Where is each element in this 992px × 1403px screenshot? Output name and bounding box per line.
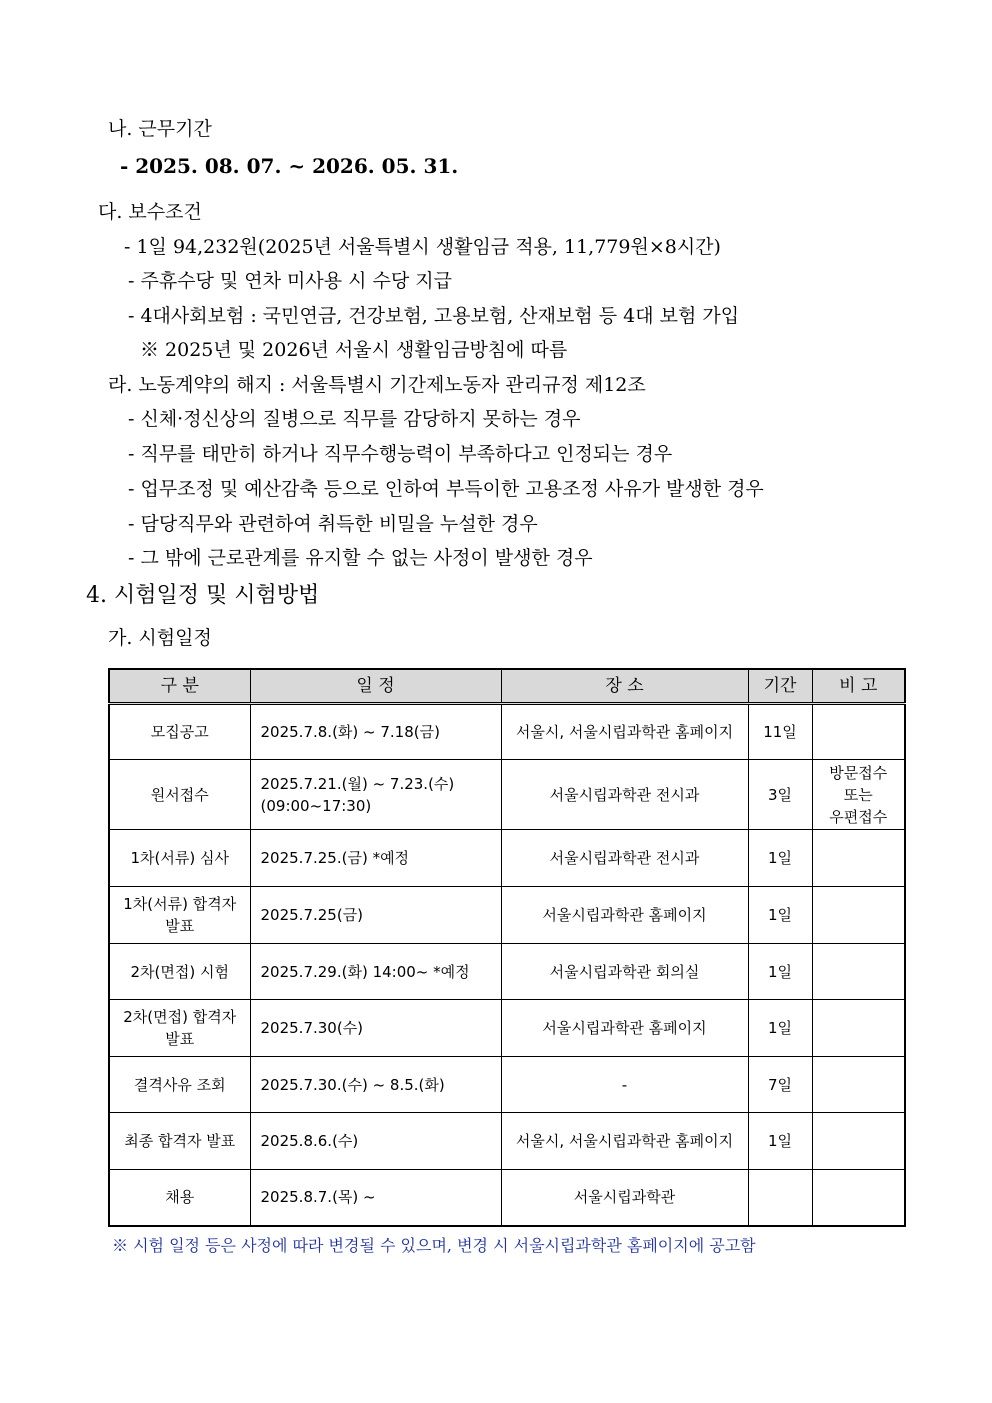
- section-4-subtitle: 가. 시험일정: [108, 627, 212, 649]
- table-row: [109, 944, 905, 1000]
- pay-item-1: - 1일 94,232원(2025년 서울특별시 생활임금 적용, 11,779원×8시간): [124, 236, 721, 258]
- table-row: [109, 704, 905, 760]
- cell-date: 2025.7.30(수): [250, 1000, 501, 1057]
- cell-category: 2차(면접) 합격자 발표: [109, 1000, 250, 1057]
- section-ra-title: 라. 노동계약의 해지 : 서울특별시 기간제노동자 관리규정 제12조: [108, 374, 646, 396]
- table-row: [109, 760, 905, 830]
- section-na-title: 나. 근무기간: [108, 118, 212, 140]
- cell-remark: [812, 1000, 905, 1057]
- header-duration: 기간: [748, 669, 812, 704]
- cell-duration: 1일: [748, 1000, 812, 1057]
- cell-category: 채용: [109, 1170, 250, 1226]
- header-place: 장 소: [501, 669, 748, 704]
- cell-remark: [812, 704, 905, 760]
- cell-place: 서울시, 서울시립과학관 홈페이지: [501, 704, 748, 760]
- cell-remark: [812, 1170, 905, 1226]
- termination-item-1: - 신체·정신상의 질병으로 직무를 감당하지 못하는 경우: [128, 408, 581, 430]
- header-date: 일 정: [250, 669, 501, 704]
- cell-remark: [812, 887, 905, 944]
- termination-item-5: - 그 밖에 근로관계를 유지할 수 없는 사정이 발생한 경우: [128, 547, 593, 569]
- cell-duration: 1일: [748, 830, 812, 887]
- work-period: - 2025. 08. 07. ~ 2026. 05. 31.: [120, 154, 459, 178]
- pay-item-3: - 4대사회보험 : 국민연금, 건강보험, 고용보험, 산재보험 등 4대 보험 가입: [128, 305, 740, 327]
- header-remark: 비 고: [812, 669, 905, 704]
- cell-place: 서울시립과학관 회의실: [501, 944, 748, 1000]
- cell-place: 서울시립과학관 전시과: [501, 830, 748, 887]
- cell-category: 결격사유 조회: [109, 1057, 250, 1113]
- cell-date: 2025.8.7.(목) ~: [250, 1170, 501, 1226]
- termination-item-4: - 담당직무와 관련하여 취득한 비밀을 누설한 경우: [128, 513, 538, 535]
- table-row: [109, 1170, 905, 1226]
- cell-remark: [812, 830, 905, 887]
- cell-place: 서울시립과학관: [501, 1170, 748, 1226]
- cell-duration: 1일: [748, 887, 812, 944]
- cell-category: 1차(서류) 심사: [109, 830, 250, 887]
- cell-date: 2025.7.25.(금) *예정: [250, 830, 501, 887]
- pay-note: ※ 2025년 및 2026년 서울시 생활임금방침에 따름: [140, 339, 568, 361]
- termination-item-2: - 직무를 태만히 하거나 직무수행능력이 부족하다고 인정되는 경우: [128, 443, 673, 465]
- cell-duration: 11일: [748, 704, 812, 760]
- cell-date: 2025.7.29.(화) 14:00~ *예정: [250, 944, 501, 1000]
- schedule-footnote: ※ 시험 일정 등은 사정에 따라 변경될 수 있으며, 변경 시 서울시립과학관 홈페이지에 공고함: [112, 1236, 756, 1255]
- table-row: [109, 830, 905, 887]
- header-category: 구 분: [109, 669, 250, 704]
- schedule-header-row: [109, 669, 905, 704]
- section-da-title: 다. 보수조건: [98, 201, 202, 223]
- cell-date: 2025.7.30.(수) ~ 8.5.(화): [250, 1057, 501, 1113]
- table-row: [109, 1113, 905, 1170]
- pay-item-2: - 주휴수당 및 연차 미사용 시 수당 지급: [128, 270, 453, 292]
- cell-category: 2차(면접) 시험: [109, 944, 250, 1000]
- cell-place: -: [501, 1057, 748, 1113]
- cell-duration: [748, 1170, 812, 1226]
- cell-date: 2025.7.8.(화) ~ 7.18(금): [250, 704, 501, 760]
- cell-remark: 방문접수 또는 우편접수: [812, 760, 905, 830]
- table-row: [109, 1000, 905, 1057]
- cell-remark: [812, 944, 905, 1000]
- cell-remark: [812, 1057, 905, 1113]
- table-row: [109, 1057, 905, 1113]
- schedule-table: [108, 668, 906, 1227]
- cell-place: 서울시립과학관 홈페이지: [501, 887, 748, 944]
- cell-category: 모집공고: [109, 704, 250, 760]
- cell-date: 2025.8.6.(수): [250, 1113, 501, 1170]
- cell-place: 서울시립과학관 전시과: [501, 760, 748, 830]
- termination-item-3: - 업무조정 및 예산감축 등으로 인하여 부득이한 고용조정 사유가 발생한 경우: [128, 478, 764, 500]
- cell-place: 서울시, 서울시립과학관 홈페이지: [501, 1113, 748, 1170]
- table-row: [109, 887, 905, 944]
- cell-duration: 3일: [748, 760, 812, 830]
- section-4-title: 4. 시험일정 및 시험방법: [86, 583, 320, 608]
- cell-remark: [812, 1113, 905, 1170]
- cell-duration: 1일: [748, 1113, 812, 1170]
- cell-category: 최종 합격자 발표: [109, 1113, 250, 1170]
- cell-date: 2025.7.21.(월) ~ 7.23.(수) (09:00~17:30): [250, 760, 501, 830]
- cell-category: 원서접수: [109, 760, 250, 830]
- cell-category: 1차(서류) 합격자 발표: [109, 887, 250, 944]
- cell-place: 서울시립과학관 홈페이지: [501, 1000, 748, 1057]
- cell-duration: 1일: [748, 944, 812, 1000]
- cell-date: 2025.7.25(금): [250, 887, 501, 944]
- cell-duration: 7일: [748, 1057, 812, 1113]
